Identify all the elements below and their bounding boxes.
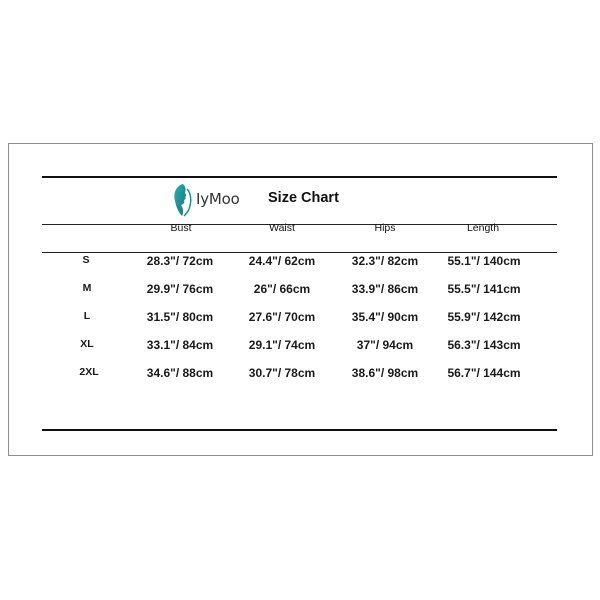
table-cell: 56.3"/ 143cm xyxy=(447,338,521,352)
brand-logo xyxy=(172,183,257,219)
teal-face-profile-icon xyxy=(172,183,194,217)
chart-title: Size Chart xyxy=(268,190,339,206)
size-label: XL xyxy=(80,338,94,350)
size-label: M xyxy=(82,282,92,294)
size-label: S xyxy=(82,254,90,266)
table-cell: 37"/ 94cm xyxy=(356,338,414,352)
table-cell: 29.1"/ 74cm xyxy=(248,338,316,352)
column-header-hips: Hips xyxy=(374,222,396,234)
bottom-divider xyxy=(42,429,557,431)
column-header-waist: Waist xyxy=(269,222,295,234)
table-cell: 55.9"/ 142cm xyxy=(447,310,521,324)
table-cell: 26"/ 66cm xyxy=(253,282,311,296)
table-cell: 38.6"/ 98cm xyxy=(351,366,419,380)
table-cell: 55.1"/ 140cm xyxy=(447,254,521,268)
table-cell: 34.6"/ 88cm xyxy=(146,366,214,380)
column-header-length: Length xyxy=(466,222,500,234)
table-cell: 31.5"/ 80cm xyxy=(146,310,214,324)
column-header-bust: Bust xyxy=(170,222,192,234)
table-cell: 35.4"/ 90cm xyxy=(351,310,419,324)
table-cell: 55.5"/ 141cm xyxy=(447,282,521,296)
table-cell: 33.9"/ 86cm xyxy=(351,282,419,296)
table-cell: 28.3"/ 72cm xyxy=(146,254,214,268)
size-label: L xyxy=(83,310,91,322)
table-cell: 33.1"/ 84cm xyxy=(146,338,214,352)
size-label: 2XL xyxy=(79,366,99,378)
header-divider xyxy=(42,252,557,253)
table-cell: 32.3"/ 82cm xyxy=(351,254,419,268)
table-cell: 56.7"/ 144cm xyxy=(447,366,521,380)
top-divider xyxy=(42,176,557,178)
table-cell: 24.4"/ 62cm xyxy=(248,254,316,268)
table-cell: 30.7"/ 78cm xyxy=(248,366,316,380)
table-cell: 27.6"/ 70cm xyxy=(248,310,316,324)
table-cell: 29.9"/ 76cm xyxy=(146,282,214,296)
brand-name: IyMoo xyxy=(196,190,240,208)
